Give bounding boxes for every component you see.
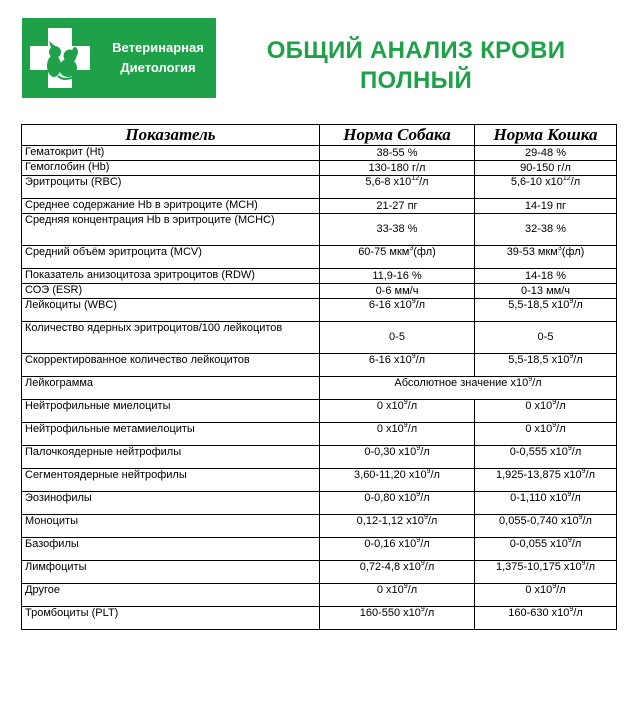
logo-line-2: Диетология [120, 60, 196, 75]
dog-norm-cell [320, 246, 475, 269]
cat-norm-cell [475, 469, 617, 492]
dog-norm-cell-unit: /л [420, 446, 430, 458]
cat-norm-cell-exponent: 9 [567, 445, 572, 452]
parameter-cell: Палочкоядерные нейтрофилы [22, 446, 320, 469]
cat-norm-cell-value: 5,5-18,5 x10 [508, 299, 570, 311]
dog-norm-cell: 33-38 % [320, 214, 475, 246]
cat-norm-cell-exponent: 9 [567, 491, 572, 498]
cat-norm-cell [475, 400, 617, 423]
parameter-cell: Лейкограмма [22, 377, 320, 400]
cat-norm-cell [475, 538, 617, 561]
cat-norm-cell-exponent: 9 [552, 399, 557, 406]
table-header-row [22, 125, 617, 146]
cat-norm-cell-unit: /л [571, 492, 581, 504]
dog-norm-cell-unit: /л [407, 400, 418, 412]
cat-norm-cell [475, 515, 617, 538]
cat-norm-cell-exponent: 9 [578, 514, 583, 521]
cat-norm-cell-unit: /л [582, 515, 592, 527]
dog-norm-cell-unit: /л [424, 561, 435, 573]
parameter-cell: Сегментоядерные нейтрофилы [22, 469, 320, 492]
cat-norm-cell [475, 246, 617, 269]
cat-norm-cell-value: 39-53 мкм [506, 246, 558, 258]
dog-norm-cell-value: 0 x10 [376, 423, 404, 435]
dog-norm-cell-value: 0,12-1,12 x10 [356, 515, 424, 527]
cat-norm-cell-unit: (фл) [561, 246, 585, 258]
dog-norm-cell-value: 0-0,80 x10 [364, 492, 417, 504]
dog-norm-cell-exponent: 9 [416, 537, 421, 544]
dog-norm-cell: 21-27 пг [320, 199, 475, 214]
cat-norm-cell [475, 176, 617, 199]
dog-norm-cell [320, 446, 475, 469]
dog-norm-cell: 11,9-16 % [320, 269, 475, 284]
cat-norm-cell-exponent: 3 [557, 245, 562, 252]
cat-norm-cell [475, 446, 617, 469]
cat-norm-cell-unit: /л [571, 446, 582, 458]
parameter-cell: Нейтрофильные метамиелоциты [22, 423, 320, 446]
dog-norm-cell [320, 176, 475, 199]
parameter-cell: Эритроциты (RBC) [22, 176, 320, 199]
dog-norm-cell [320, 492, 475, 515]
table-row [22, 199, 617, 214]
dog-norm-cell-exponent: 9 [426, 468, 431, 475]
cat-norm-cell-exponent: 9 [552, 583, 557, 590]
dog-norm-cell-unit: /л [407, 584, 418, 596]
dog-norm-cell-exponent: 9 [416, 491, 421, 498]
cat-norm-cell-exponent: 9 [567, 537, 572, 544]
dog-norm-cell-exponent: 9 [403, 422, 408, 429]
dog-norm-cell-unit: /л [415, 299, 426, 311]
cat-norm-cell-unit: /л [556, 400, 566, 412]
logo-text [102, 38, 214, 78]
cat-norm-cell-exponent: 9 [552, 422, 557, 429]
table-row [22, 561, 617, 584]
dog-norm-cell: 0-5 [320, 322, 475, 354]
cat-norm-cell-value: 0,055-0,740 x10 [499, 515, 579, 527]
cat-norm-cell-exponent: 9 [569, 606, 574, 613]
table-row [22, 423, 617, 446]
dog-norm-cell-value: 0-0,30 x10 [364, 446, 417, 458]
dog-norm-cell-value: 160-550 x10 [359, 607, 421, 619]
table-row [22, 299, 617, 322]
blood-norms-table [21, 124, 617, 630]
dog-norm-cell-exponent: 9 [411, 353, 416, 360]
parameter-cell: Количество ядерных эритроцитов/100 лейкоцитов [22, 322, 320, 354]
cat-norm-cell-value: 0-0,055 x10 [509, 538, 568, 550]
dog-norm-cell: 130-180 г/л [320, 161, 475, 176]
cat-norm-cell-unit: /л [571, 538, 582, 550]
cat-norm-cell: 14-19 пг [475, 199, 617, 214]
leukogram-merged-cell-exponent: 9 [528, 376, 533, 383]
parameter-cell: Нейтрофильные миелоциты [22, 400, 320, 423]
cat-norm-cell [475, 354, 617, 377]
table-row [22, 469, 617, 492]
dog-norm-cell-exponent: 9 [403, 399, 408, 406]
table-row [22, 515, 617, 538]
table-row [22, 161, 617, 176]
dog-norm-cell: 38-55 % [320, 146, 475, 161]
header-cat-norm: Норма Кошка [475, 125, 617, 146]
parameter-cell: Среднее содержание Hb в эритроците (MCH) [22, 199, 320, 214]
dog-norm-cell-exponent: 9 [403, 583, 408, 590]
table-row [22, 269, 617, 284]
table-row [22, 246, 617, 269]
dog-norm-cell-unit: /л [427, 515, 438, 527]
dog-norm-cell-value: 0 x10 [376, 584, 404, 596]
dog-norm-cell-value: 0-0,16 x10 [364, 538, 417, 550]
cat-norm-cell-unit: /л [570, 176, 581, 188]
dog-norm-cell-value: 3,60-11,20 x10 [354, 469, 427, 481]
dog-norm-cell: 0-6 мм/ч [320, 284, 475, 299]
table-row [22, 538, 617, 561]
dog-norm-cell [320, 515, 475, 538]
table-row [22, 214, 617, 246]
cat-norm-cell [475, 607, 617, 630]
dog-norm-cell-unit: /л [420, 538, 430, 550]
dog-norm-cell [320, 607, 475, 630]
cat-norm-cell [475, 299, 617, 322]
dog-norm-cell-exponent: 9 [420, 560, 425, 567]
cat-norm-cell-exponent: 12 [562, 175, 571, 182]
dog-norm-cell-exponent: 9 [420, 606, 425, 613]
cat-norm-cell [475, 423, 617, 446]
cat-norm-cell-unit: /л [573, 607, 583, 619]
cat-norm-cell-exponent: 9 [581, 468, 586, 475]
parameter-cell: Скорректированное количество лейкоцитов [22, 354, 320, 377]
cat-norm-cell-exponent: 9 [581, 560, 586, 567]
vet-cross-pets-icon [28, 26, 92, 90]
cat-norm-cell-unit: /л [556, 423, 566, 435]
dog-norm-cell [320, 561, 475, 584]
cat-norm-cell-unit: /л [585, 469, 596, 481]
table-row [22, 446, 617, 469]
cat-norm-cell-unit: /л [573, 354, 583, 366]
table-row [22, 146, 617, 161]
logo [22, 18, 216, 98]
dog-norm-cell [320, 354, 475, 377]
leukogram-merged-cell-unit: /л [532, 377, 542, 389]
parameter-cell: Другое [22, 584, 320, 607]
table-body [22, 146, 617, 630]
cat-norm-cell-unit: /л [556, 584, 566, 596]
table-row [22, 354, 617, 377]
parameter-cell: Базофилы [22, 538, 320, 561]
dog-norm-cell-value: 6-16 x10 [368, 299, 412, 311]
cat-norm-cell-value: 160-630 x10 [508, 607, 570, 619]
dog-norm-cell-value: 0,72-4,8 x10 [359, 561, 421, 573]
dog-norm-cell [320, 584, 475, 607]
cat-norm-cell-value: 0-0,555 x10 [509, 446, 568, 458]
dog-norm-cell-unit: /л [430, 469, 440, 481]
dog-norm-cell-unit: /л [424, 607, 435, 619]
parameter-cell: Средний объём эритроцита (MCV) [22, 246, 320, 269]
cat-norm-cell-value: 5,5-18,5 x10 [508, 354, 570, 366]
parameter-cell: Эозинофилы [22, 492, 320, 515]
dog-norm-cell [320, 423, 475, 446]
cat-norm-cell: 29-48 % [475, 146, 617, 161]
cat-norm-cell-value: 1,375-10,175 x10 [495, 561, 582, 573]
dog-norm-cell-exponent: 9 [411, 298, 416, 305]
parameter-cell: Гематокрит (Ht) [22, 146, 320, 161]
table-row [22, 377, 617, 400]
logo-line-1: Ветеринарная [112, 40, 204, 55]
parameter-cell: СОЭ (ESR) [22, 284, 320, 299]
dog-norm-cell [320, 469, 475, 492]
cat-norm-cell-value: 1,925-13,875 x10 [495, 469, 582, 481]
table-row [22, 492, 617, 515]
cat-norm-cell-unit: /л [573, 299, 583, 311]
dog-norm-cell-exponent: 3 [409, 245, 414, 252]
cat-norm-cell-value: 5,6-10 x10 [510, 176, 563, 188]
dog-norm-cell-unit: (фл) [413, 246, 436, 258]
page-title-line-2: ПОЛНЫЙ [359, 67, 473, 94]
dog-norm-cell [320, 400, 475, 423]
cat-norm-cell-value: 0-1,110 x10 [510, 492, 568, 504]
cat-norm-cell-unit: /л [585, 561, 596, 573]
dog-norm-cell-value: 5,6-8 x10 [365, 176, 412, 188]
parameter-cell: Лимфоциты [22, 561, 320, 584]
cat-norm-cell: 0-13 мм/ч [475, 284, 617, 299]
cat-norm-cell [475, 561, 617, 584]
dog-norm-cell-exponent: 9 [423, 514, 428, 521]
table-row [22, 607, 617, 630]
table-row [22, 176, 617, 199]
table-row [22, 284, 617, 299]
parameter-cell: Тромбоциты (PLT) [22, 607, 320, 630]
header-parameter: Показатель [22, 125, 320, 146]
cat-norm-cell-exponent: 9 [569, 298, 574, 305]
leukogram-merged-cell [320, 377, 617, 400]
parameter-cell: Лейкоциты (WBC) [22, 299, 320, 322]
dog-norm-cell-value: 0 x10 [376, 400, 404, 412]
table-row [22, 400, 617, 423]
dog-norm-cell-exponent: 12 [411, 175, 420, 182]
dog-norm-cell [320, 299, 475, 322]
cat-norm-cell: 90-150 г/л [475, 161, 617, 176]
cat-norm-cell [475, 584, 617, 607]
dog-norm-cell-unit: /л [415, 354, 426, 366]
parameter-cell: Гемоглобин (Hb) [22, 161, 320, 176]
dog-norm-cell-value: 6-16 x10 [368, 354, 412, 366]
dog-norm-cell-unit: /л [420, 492, 430, 504]
dog-norm-cell-unit: /л [419, 176, 429, 188]
page-title [240, 36, 592, 96]
cat-norm-cell-exponent: 9 [569, 353, 574, 360]
cat-norm-cell: 0-5 [475, 322, 617, 354]
dog-norm-cell-value: 60-75 мкм [358, 246, 410, 258]
dog-norm-cell-unit: /л [407, 423, 418, 435]
dog-norm-cell-exponent: 9 [416, 445, 421, 452]
cat-norm-cell-value: 0 x10 [525, 400, 553, 412]
cat-norm-cell: 14-18 % [475, 269, 617, 284]
leukogram-merged-cell-value: Абсолютное значение x10 [394, 377, 529, 389]
header-dog-norm: Норма Собака [320, 125, 475, 146]
table-row [22, 322, 617, 354]
parameter-cell: Моноциты [22, 515, 320, 538]
parameter-cell: Средняя концентрация Hb в эритроците (MCHC) [22, 214, 320, 246]
page-title-line-1: ОБЩИЙ АНАЛИЗ КРОВИ [266, 37, 566, 64]
cat-norm-cell [475, 492, 617, 515]
cat-norm-cell-value: 0 x10 [525, 423, 553, 435]
parameter-cell: Показатель анизоцитоза эритроцитов (RDW) [22, 269, 320, 284]
dog-norm-cell [320, 538, 475, 561]
cat-norm-cell: 32-38 % [475, 214, 617, 246]
table-row [22, 584, 617, 607]
cat-norm-cell-value: 0 x10 [525, 584, 553, 596]
